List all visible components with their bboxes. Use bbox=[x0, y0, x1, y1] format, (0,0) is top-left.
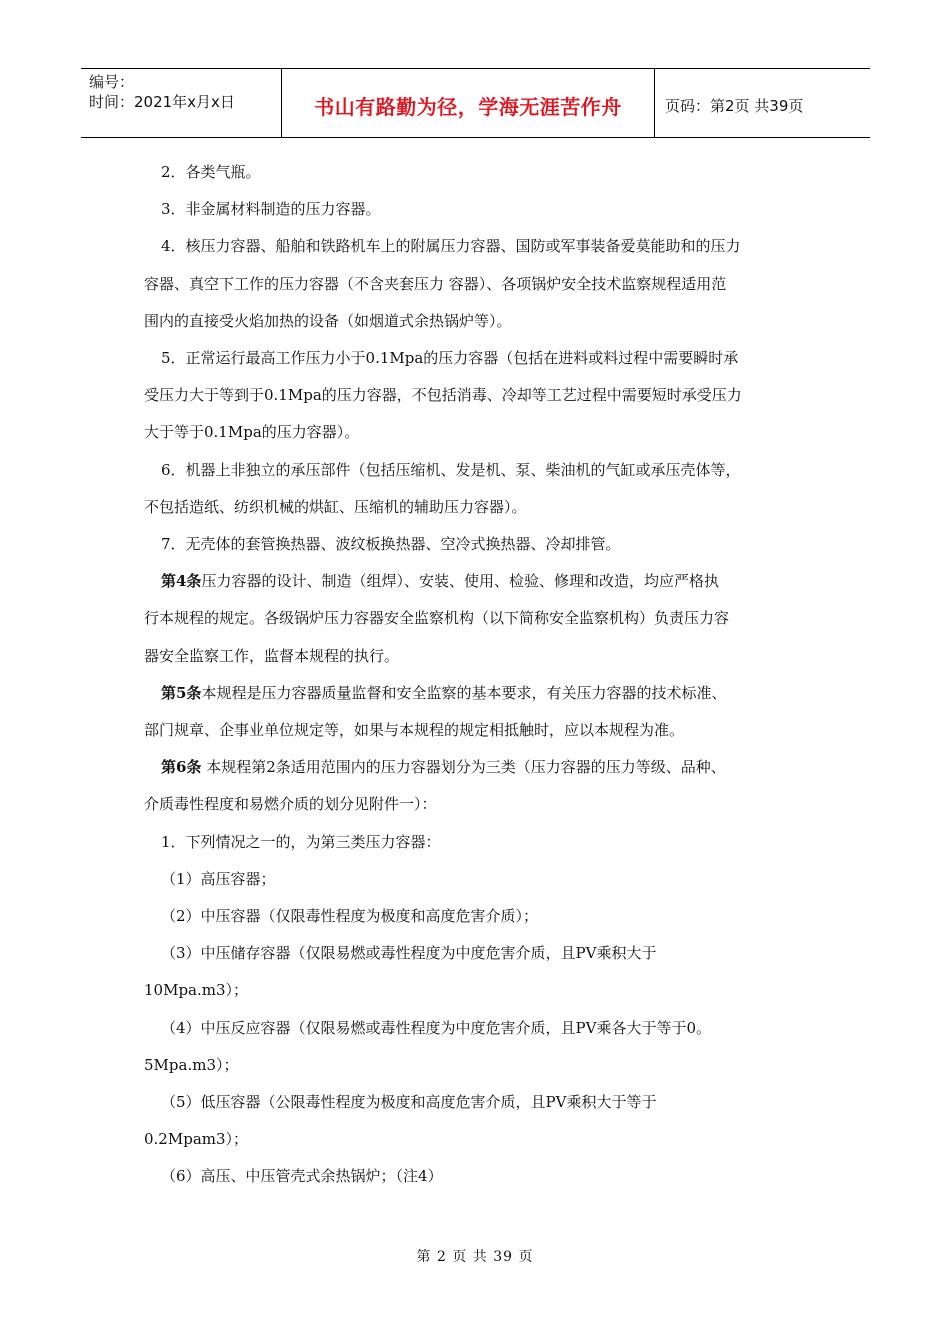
body-line bbox=[144, 786, 814, 823]
body-line-text: 本规程是压力容器质量监督和安全监察的基本要求，有关压力容器的技术标准、 bbox=[201, 683, 727, 702]
body-line-text: 部门规章、企事业单位规定等，如果与本规程的规定相抵触时，应以本规程为准。 bbox=[144, 721, 685, 740]
body-line-text: 0.2Mpam3）； bbox=[144, 1130, 249, 1149]
header-time-label: 时间：2021年x月x日 bbox=[89, 93, 235, 111]
body-line bbox=[144, 638, 814, 675]
body-line bbox=[144, 377, 814, 414]
body-line bbox=[144, 228, 814, 265]
body-line-text: 7．无壳体的套管换热器、波纹板换热器、空冷式换热器、冷却排管。 bbox=[161, 535, 621, 554]
body-line bbox=[144, 266, 814, 303]
body-line bbox=[144, 563, 814, 600]
document-body bbox=[144, 154, 814, 1196]
body-line bbox=[144, 414, 814, 451]
body-line-text: （2）中压容器（仅限毒性程度为极度和高度危害介质）； bbox=[161, 907, 539, 926]
body-line bbox=[144, 898, 814, 935]
header-motto-cell bbox=[282, 69, 655, 137]
body-line bbox=[144, 1010, 814, 1047]
body-line bbox=[144, 303, 814, 340]
header-number-label: 编号： bbox=[89, 73, 135, 91]
body-line-text: （3）中压储存容器（仅限易燃或毒性程度为中度危害介质，且PV乘积大于 bbox=[161, 944, 657, 963]
body-line-text: 行本规程的规定。各级锅炉压力容器安全监察机构（以下简称安全监察机构）负责压力容 bbox=[144, 609, 730, 628]
header-page-cell bbox=[655, 69, 870, 137]
body-line bbox=[144, 824, 814, 861]
body-line bbox=[144, 340, 814, 377]
body-line bbox=[144, 972, 814, 1009]
page-header bbox=[81, 68, 870, 138]
header-page-info: 页码：第2页 共39页 bbox=[665, 96, 804, 115]
body-line-text: 4．核压力容器、船舶和铁路机车上的附属压力容器、国防或军事装备爱莫能助和的压力 bbox=[161, 237, 741, 256]
body-line bbox=[144, 1158, 814, 1195]
article-number: 第6条 bbox=[161, 758, 202, 777]
body-line-text: 6．机器上非独立的承压部件（包括压缩机、发是机、泵、柴油机的气缸或承压壳体等， bbox=[161, 460, 741, 479]
body-line bbox=[144, 712, 814, 749]
body-line bbox=[144, 935, 814, 972]
body-line-text: 2．各类气瓶。 bbox=[161, 163, 261, 181]
body-line bbox=[144, 1084, 814, 1121]
article-number: 第5条 bbox=[161, 683, 202, 702]
body-line bbox=[144, 452, 814, 489]
body-line-text: 容器、真空下工作的压力容器（不含夹套压力 容器）、各项锅炉安全技术监察规程适用范 bbox=[144, 274, 727, 293]
body-line-text: 不包括造纸、纺织机械的烘缸、压缩机的辅助压力容器）。 bbox=[144, 497, 527, 516]
body-line bbox=[144, 749, 814, 786]
body-line bbox=[144, 191, 814, 228]
body-line-text: 受压力大于等到于0.1Mpa的压力容器，不包括消毒、冷却等工艺过程中需要短时承受压力 bbox=[144, 386, 742, 405]
header-meta-cell bbox=[81, 69, 282, 137]
body-line-text: （4）中压反应容器（仅限易燃或毒性程度为中度危害介质，且PV乘各大于等于0。 bbox=[161, 1018, 712, 1037]
body-line-text: 大于等于0.1Mpa的压力容器）。 bbox=[144, 423, 360, 442]
body-line bbox=[144, 1121, 814, 1158]
body-line-text: （6）高压、中压管壳式余热锅炉；（注4） bbox=[161, 1167, 443, 1186]
body-line bbox=[144, 861, 814, 898]
body-line-text: 压力容器的设计、制造（组焊）、安装、使用、检验、修理和改造，均应严格执 bbox=[201, 572, 719, 591]
body-line bbox=[144, 600, 814, 637]
body-line-text: 5Mpa.m3）； bbox=[144, 1055, 239, 1074]
body-line-text: 围内的直接受火焰加热的设备（如烟道式余热锅炉等）。 bbox=[144, 311, 512, 330]
body-line bbox=[144, 154, 814, 191]
body-line-text: 10Mpa.m3）； bbox=[144, 981, 249, 1000]
body-line-text: 1．下列情况之一的，为第三类压力容器： bbox=[161, 832, 441, 851]
body-line-text: 介质毒性程度和易燃介质的划分见附件一）： bbox=[144, 795, 437, 814]
body-line bbox=[144, 489, 814, 526]
page-footer: 第 2 页 共 39 页 bbox=[416, 1249, 534, 1265]
body-line-text: 3．非金属材料制造的压力容器。 bbox=[161, 200, 381, 219]
body-line-text: 本规程第2条适用范围内的压力容器划分为三类（压力容器的压力等级、品种、 bbox=[201, 758, 726, 777]
body-line bbox=[144, 526, 814, 563]
body-line-text: 5．正常运行最高工作压力小于0.1Mpa的压力容器（包括在进料或料过程中需要瞬时承 bbox=[161, 349, 739, 368]
body-line bbox=[144, 1047, 814, 1084]
article-number: 第4条 bbox=[161, 572, 202, 591]
body-line-text: （1）高压容器； bbox=[161, 869, 276, 888]
body-line-text: （5）低压容器（公限毒性程度为极度和高度危害介质，且PV乘积大于等于 bbox=[161, 1093, 657, 1112]
body-line bbox=[144, 675, 814, 712]
header-motto: 书山有路勤为径，学海无涯苦作舟 bbox=[314, 94, 622, 119]
body-line-text: 器安全监察工作，监督本规程的执行。 bbox=[144, 646, 400, 665]
